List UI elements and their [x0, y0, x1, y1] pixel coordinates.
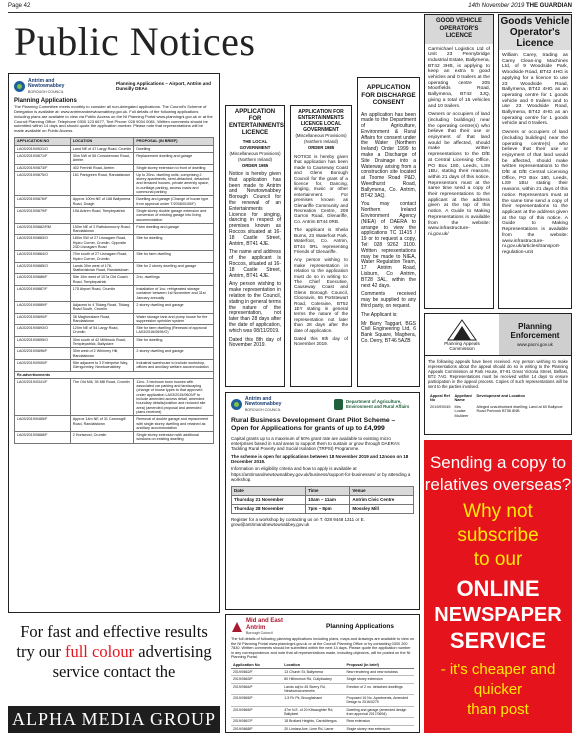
location-cell: 30m west of 2 Whinney Hill, Randalstown: [70, 348, 134, 360]
discharge-consent-notice: APPLICATION FOR DISCHARGE CONSENT An application has been made to the Department of Agriculture, Environment & Rural Affairs for consent under the Water (Northern Ireland) Order 1999 to make a Discharge of Site Drainage into a Waterway arising from a construction site located at Toome Road P&D, Weedhurst Road, Ballymena, Co. Antrim, BT42 3AQ. You may contact Northern Ireland Environment Agency (NIEA) of DAERA to arrange to view the applications TC 11415 / 19 or to request a copy, Tel: 028 9262 3100. Written representations may be made to NIEA, Water Regulation Team, 17 Antrim Road, Lisburn, Co Antrim, BT28 3AL, within the next 42 days. Comments received may be supplied to any third party, on request. The Applicant is: Mr Barry Taggart, BGS Civil Engineering Ltd, 6 Bank Square, Maghera, Co. Derry, BT46 5AZB: [357, 77, 420, 387]
notice-title: Planning Applications: [325, 623, 394, 630]
notice-title: Goods Vehicle Operator's Licence: [500, 16, 570, 49]
location-cell: 120m NE of 54 Largy Road, Crumlin: [70, 325, 134, 337]
proposal-cell: Dwelling and garage (Change of house type from approval under T/2008/0105/F): [134, 196, 214, 208]
table-row: [15, 301, 214, 313]
daera-logo: Department of Agriculture, Environment and Rural Affairs: [334, 399, 414, 410]
goods-vehicle-operator-licence: Goods Vehicle Operator's Licence William Carey, trading as Carey Clean-ing Machines Ltd, of 9 Woodside Park, Woodside Road, BT42 4HG is applying for a licence to use 23 Woodside Road, Ballymena, BT42 4HG as an operating centre for 1 goods vehicle and 0 trailers and to use 23 Woodside Road, Ballymena, BT42 4HG as an operating centre for 1 goods vehicle and 0 trailers. Owners or occupiers of land (including buildings) near the operating centre(s) who believe that their use or enjoyment of that land would be affected, should make written representations to the DfE at DfE Central Licensing Office, PO Box 180, Leeds, LS9 1BU stating their reasons, within 21 days of this notice. Representors must at the same time send a copy of their representations to the applicant at the address given at the top of this notice. A Guide to Making Representations is available from the website: www.infrastructure-ni.gov.uk/articles/transport-regulation-unit: [498, 14, 572, 309]
proposal-cell: 2no. dwellings: [134, 274, 214, 286]
application-number: LA03/2019/0887/F: [15, 286, 71, 302]
page-header: [8, 2, 572, 12]
proposal-cell: 2 storey dwelling and garage: [134, 348, 214, 360]
application-number: Re-advertisements: [15, 371, 214, 378]
pac-heading: Planning Enforcement www.pacni.gov.uk: [499, 314, 571, 355]
location-cell: 19A Antrim Road, Templepatrick: [70, 207, 134, 223]
location-cell: 18 Brollard Heights, Carrickfergus: [282, 718, 344, 725]
table-row: [15, 359, 214, 371]
entertainment-licence-glenariffe: APPLICATION FOR ENTERTAINMENTS LICENCE LOCAL GOVERNMENT (Miscellaneous Provisions) (Northern Ireland) ORDER 1985 NOTICE is hereby given that application has been made to Causeway Coast and Glens Borough Council for the grant of a licence for, Dancing, singing, music or other entertainment. For premises known as Glenariffe Community and Recreation Centre, 208 Garron Road, Glenariffe, Co. Antrim BT44 0RB. The applicant is Sheila Burns, 23 Waterfoot Park, Waterfoot, Co. Antrim, BT44 0RL representing Friends of Glenariffe. Any person wishing to make representation in relation to the application must do so in writing to: The Chief Executive, Causeway Coast and Glens Borough Council, Cloonavin, 66 Portstewart Road, Coleraine, BT52 1EY stating in general terms the nature of the representation not later than 28 days after the date of application. Dated this 8th day of November 2019.: [290, 105, 352, 387]
page-title: Public Notices: [14, 19, 256, 64]
location-cell: Approx 100m NE of 168 Ballymena Road, Doagh: [70, 196, 134, 208]
location-cell: 13 Church St, Ballymena: [282, 668, 344, 675]
location-cell: Lands adj to 45 Skerry Rd, Newtowncrommelin: [282, 683, 344, 695]
appeals-table: Appeal Ref No Appellant Name Development and Location 2019/E0045 Mrs Louise McAleer Alleged unauthorised dwelling; Land at 60 Ballynoe Road Portrush BT56 8NB: [428, 393, 568, 419]
table-row: [231, 668, 414, 675]
location-cell: Approx 14m NE of 31 Carrowgill Road, Randalstown: [70, 416, 134, 432]
proposal-cell: Dwelling: [134, 145, 214, 152]
location-cell: Lands 30m west of 178, Staffordstown Road, Randalstown: [70, 262, 134, 274]
proposal-cell: Dwelling and garage (amended design from approval 2017/0694): [344, 706, 414, 718]
table-row: [15, 371, 214, 378]
location-cell: 30m NW of 56 Crosskennan Road, Antrim: [70, 152, 134, 164]
mea-logo: Mid and East Antrim Borough Council: [231, 618, 283, 635]
application-number: 2019/0668/F: [231, 725, 282, 732]
table-row: [15, 164, 214, 171]
table-row: [15, 336, 214, 348]
table-row: [15, 171, 214, 195]
location-cell: 30m south of 42 Millbrook Road, Templepatrick, Ballyclare: [70, 336, 134, 348]
header-rule: [8, 12, 572, 13]
notice-title: APPLICATION FOR ENTERTAINMENTS LICENCE: [229, 109, 284, 136]
council-logo-icon: [14, 81, 25, 92]
proposal-cell: Installation of 1no. refrigerated storage container between 1st November and 31st January annually: [134, 286, 214, 302]
location-cell: 2 Hortwood, Crumlin: [70, 432, 134, 444]
notice-title: Rural Business Development Grant Pilot Scheme – Open for Applications for grants of up to £4,999: [231, 416, 396, 432]
application-number: LA03/2019/0886/F: [15, 274, 71, 286]
notice-title: GOOD VEHICLE OPERATOR'S LICENCE: [425, 15, 493, 44]
proposal-cell: Site for farm dwelling: [134, 251, 214, 263]
application-number: LA03/2019/0900/F: [15, 359, 71, 371]
location-cell: 180m SW of 27 Lisnagarn Road, Hydro Corner, Crumlin. Opposite 24D Lisnagarn Road: [70, 235, 134, 251]
table-row: [15, 207, 214, 223]
proposal-cell: 2 storey dwelling and garage: [134, 301, 214, 313]
table-row: Thursday 21 November 10am – 11am Antrim Civic Centre: [232, 496, 414, 505]
proposal-cell: Farm dwelling and garage: [134, 223, 214, 235]
proposal-cell: New rendering and new windows: [344, 668, 414, 675]
issue-date: 14th November 2019 THE GUARDIAN: [468, 3, 572, 9]
table-row: Thursday 28 November 7pm – 8pm Mossley Mill: [232, 505, 414, 514]
mea-logo-icon: [231, 621, 243, 633]
notice-title: APPLICATION FOR DISCHARGE CONSENT: [361, 84, 416, 106]
table-row: [15, 251, 214, 263]
application-number: LA03/2019/0876/F: [15, 196, 71, 208]
proposal-cell: Site for dwelling: [134, 235, 214, 251]
table-row: [15, 325, 214, 337]
online-newspaper-ad[interactable]: Sending a copy to relatives overseas? Why not subscribe to our ONLINE NEWSPAPER SERVICE - it's cheaper and quicker than post: [424, 440, 572, 733]
application-number: LA03/2019/0883/O: [15, 235, 71, 251]
application-number: 2019/0665/F: [231, 695, 282, 707]
planning-table: [14, 137, 214, 443]
proposal-cell: Site for 2 storey dwelling and garage: [134, 262, 214, 274]
alpha-media-bar: ALPHA MEDIA GROUP: [8, 706, 220, 733]
table-row: [15, 223, 214, 235]
proposal-cell: Single storey extension to front of dwelling: [134, 164, 214, 171]
location-cell: Site 10m west of 107a Old Coach Road, Templepatrick: [70, 274, 134, 286]
table-row: [231, 695, 414, 707]
mid-east-antrim-planning-notice: Mid and East Antrim Borough Council Planning Applications The full details of following planning applications including plans, maps and drawings are available to view on the NI Planning Portal www.planningni.gov.uk or at the Council Planning Office or by contacting 0300 200 7830. Written comments should be submitted within the next 14 days. Please quote the application number in any correspondence and note that all representations made, including objectors, will be posted on the NI Planning Portal. Application No Location Proposal (in brief) 2019/0662/F 13 Church St, Ballymena New rendering and new windows 2019/0663/F 80 Hillmorrow Rd, Cullybackey Single storey extension 2019/0664/F Lands adj to 45 Skerry Rd, Newtowncrommelin Erection of 2 no. detached dwellings 2019/0665/F 1-5 Fir Pk, Broughshane Proposed 16 No. Apartments, Amended Design to 2016/0279 2019/0665/F 37m N.E. of 20 Kilwaughter Rd, Ballykeel Dwelling and garage (amended design from approval 2017/0694) 2019/0667/F 18 Brollard Heights, Carrickfergus Rear extension 2019/0668/F 20 Lindara Ave, Lime Rd, Larne Single storey rear extension: [225, 614, 420, 733]
proposal-cell: Single storey extension with additional windows on existing dwelling: [134, 432, 214, 444]
location-cell: Adjacent to 4 Tildarg Road, Tildarg Road South, Crumlin: [70, 301, 134, 313]
application-number: LA03/2019/0531/O: [15, 145, 71, 152]
proposal-cell: Single storey double garage extension and conversion of existing garage into living accommodation: [134, 207, 214, 223]
application-number: LA03/2019/0868/F: [15, 432, 71, 444]
table-row: [15, 286, 214, 302]
application-number: 2019/0663/F: [231, 676, 282, 683]
proposal-cell: Water storage tank and pump house for fire suppression sprinkler system: [134, 313, 214, 325]
council-logo-icon: [231, 399, 242, 410]
table-row: [231, 725, 414, 732]
col-location: LOCATION: [70, 138, 134, 145]
notice-title: APPLICATION FOR ENTERTAINMENTS LICENCE LOCAL GOVERNMENT: [298, 109, 344, 133]
daera-logo-icon: [334, 399, 343, 410]
table-row: [15, 145, 214, 152]
application-number: LA03/2019/0893/O: [15, 325, 71, 337]
application-number: LA03/2019/0341/F: [15, 378, 71, 415]
table-row: [15, 432, 214, 444]
ad-line-2: try our full colour advertising: [16, 642, 212, 661]
application-number: LA03/2019/0873/F: [15, 164, 71, 171]
council-logo: Antrim and Newtownabbey BOROUGH COUNCIL: [231, 397, 281, 412]
table-row: [231, 718, 414, 725]
council-logo: Antrim and Newtownabbey BOROUGH COUNCIL: [14, 79, 64, 94]
proposal-cell: Removal of double garage and replacement with single storey dwelling and retained as ancillary accommodation: [134, 416, 214, 432]
location-cell: 175 Airport Road, Crumlin: [70, 286, 134, 302]
section-title: Planning Applications: [14, 97, 77, 104]
application-number: 2019/0664/F: [231, 683, 282, 695]
table-row: [15, 348, 214, 360]
proposal-cell: Industrial warehouse to include workshop, offices and ancillary welfare accommodation: [134, 359, 214, 371]
application-number: LA03/2019/0875/O: [15, 171, 71, 195]
col-application-no: APPLICATION NO: [15, 138, 71, 145]
col-proposal: PROPOSAL (IN BRIEF): [134, 138, 214, 145]
ad-line-1: For fast and effective results: [20, 622, 208, 641]
proposal-cell: Replacement dwelling and garage: [134, 152, 214, 164]
alpha-media-ad: [8, 618, 220, 733]
proposal-cell: Up to 20no. dwelling units, comprising 2 storey apartments, semi-detached, detached and terraced houses, private amenity space, in-curtilage parking, access roads and communal parking: [134, 171, 214, 195]
location-cell: Land NE of 47 Largy Road, Crumlin: [70, 145, 134, 152]
application-number: LA03/2019/0879/F: [15, 207, 71, 223]
rural-business-grant-notice: Antrim and Newtownabbey BOROUGH COUNCIL Department of Agriculture, Environment and Rural Affairs Rural Business Development Grant Pilot Scheme – Open for Applications for grants of up to £4,999 Capital grants up to a maximum of 50% grant rate are available to existing micro enterprises based in rural areas to support them to sustain or grow through DAERA’s Tackling Rural Poverty and Social Isolation (TRPSI) Programme. The scheme is open for applications between 18 November 2019 and 12noon on 18 December 2019. Information on eligibility criteria and how to apply is available at https://antrimandnewtownabbey.gov.uk/business/support-for-businesses/ or by attending a workshop. Date Time Venue Thursday 21 November 10am – 11am Antrim Civic Centre Thursday 28 November 7pm – 8pm Mossley Mill Register for a workshop by contacting us on T. 028 9448 1311 or E. grow@antrimandnewtownabbey.gov.uk: [225, 392, 420, 610]
location-cell: The Old Mill, 35 Mill Road, Crumlin: [70, 378, 134, 415]
planning-intro: The Planning Committee meets monthly to consider all non-delegated applications. The Council’s Scheme of Delegation is available at: www.antrimandnewtownabbey.gov.uk. Full details of the following applications including plans are available to view via Public Access on the NI Planning Portal www.planningni.gov.uk or at the Council Planning Office, Telephone 0300 123 6677, Text Phone: 028 9034 0081. Written comments should be submitted within 14 days and should quote the application number. Please note that representations will be made available on Public Access.: [14, 103, 213, 134]
location-cell: 80 Hillmorrow Rd, Cullybackey: [282, 676, 344, 683]
proposal-cell: Single storey extension: [344, 676, 414, 683]
proposal-cell: Erection of 2 no. detached dwellings: [344, 683, 414, 695]
proposal-cell: Site for farm dwelling (Renewal of approval LA03/2016/0695/O): [134, 325, 214, 337]
table-row: [231, 676, 414, 683]
application-number: LA03/2019/0871/F: [15, 152, 71, 164]
entertainment-licence-roccos: APPLICATION FOR ENTERTAINMENTS LICENCE THE LOCAL GOVERNMENT (Miscellaneous Provisions) (Northern Ireland) ORDER 1985 Notice is hereby given that application has been made to Antrim and Newtownabbey Borough Council for the renewal of an Entertainments Licence for singing, dancing in respect of premises known as Roccos situated at 16-18 Castle Street, Antrim, BT41 4JE. The name and address of the applicant is Roccos, situated at 16-18 Castle Street, Antrim, BT41 4JE. Any person wishing to make representation in relation to the Council, stating in general terms the nature of the representation, not later than 28 days after the date of application, which was 08/11/2019. Dated this 8th day of November 2019.: [225, 105, 285, 387]
location-cell: 37m N.E. of 20 Kilwaughter Rd, Ballykeel: [282, 706, 344, 718]
proposal-cell: Single storey rear extension: [344, 725, 414, 732]
table-row: [15, 274, 214, 286]
antrim-planning-notice: [8, 73, 220, 613]
application-number: LA03/2019/0465/F: [15, 416, 71, 432]
page-number: Page 42: [8, 3, 31, 9]
location-cell: 70m south of 27 Lisnagarn Road, Hydro Corner, Crumlin: [70, 251, 134, 263]
good-vehicle-operator-licence: GOOD VEHICLE OPERATOR'S LICENCE Carmichael Logistics Ltd of Unit 23 Pennybridge Industrial Estate, Ballymena, BT42 3HB, is applying to keep an extra 5 good vehicles and 0 trailers at the operating centre 205 Moorfields Road, Ballymena, BT42 3JQ, giving a total of 15 vehicles and 10 trailers. Owners or occupiers of land (including buildings) near the operating centre(s) who believe that their use or enjoyment of that land would be affected, should make written representations to the DfE at Central Licensing Office, PO Box 180, Leeds, LS9 1BU, stating their reasons, within 21 days of this notice. Representors must at the same time send a copy of their representations to the applicant at the address given at the top of this notice. A Guide to Making Representations is available from the website: www.infrastructure-ni.gov.uk/: [424, 14, 494, 309]
notice-heading: Planning Applications – Airport, Antrim and Dunsilly DEAs: [116, 81, 211, 92]
location-cell: 161 Parkgreen Road, Randalstown: [70, 171, 134, 195]
application-number: 2019/0667/F: [231, 718, 282, 725]
location-cell: 36 Magheralane Road, Randalstown: [70, 313, 134, 325]
application-number: 2019/0665/F: [231, 706, 282, 718]
application-number: LA03/2019/0895/O: [15, 336, 71, 348]
workshop-table: Date Time Venue Thursday 21 November 10am – 11am Antrim Civic Centre Thursday 28 November 7pm – 8pm Mossley Mill: [231, 486, 414, 514]
table-row: 2019/E0045 Mrs Louise McAleer Alleged unauthorised dwelling; Land at 60 Ballynoe Road Portrush BT56 8NB: [430, 404, 563, 418]
table-row: [15, 152, 214, 164]
table-row: [231, 706, 414, 718]
location-cell: Site adjacent to 3 Enterprise Way, Glengormley, Newtownabbey: [70, 359, 134, 371]
application-number: LA03/2019/0889/F: [15, 301, 71, 313]
proposal-cell: 11no. 3 bedroom town houses with associated car parking and landscaping (change of house types to that approved under application LA03/2015/0603/F to include amended access detail, amended boundary details/position and reduced site area) (amended proposal and amended plans received): [134, 378, 214, 415]
table-row: [15, 262, 214, 274]
table-row: [15, 196, 214, 208]
proposal-cell: Site for dwelling: [134, 336, 214, 348]
location-cell: 150m NE of 2 Rathdunmurry Road, Randalstown: [70, 223, 134, 235]
table-row: [231, 683, 414, 695]
table-row: [15, 416, 214, 432]
application-number: LA03/2019/0890/F: [15, 313, 71, 325]
proposal-cell: Rear extension: [344, 718, 414, 725]
table-row: [15, 235, 214, 251]
ad-line-3: service contact the: [52, 662, 176, 681]
location-cell: 1-5 Fir Pk, Broughshane: [282, 695, 344, 707]
application-number: LA03/2019/0885/O: [15, 262, 71, 274]
location-cell: 402 Fernhill Road, Antrim: [70, 164, 134, 171]
pac-logo: Planning Appeals Commission: [425, 314, 499, 355]
application-number: LA03/2019/0884/O: [15, 251, 71, 263]
table-row: [15, 313, 214, 325]
location-cell: 20 Lindara Ave, Lime Rd, Larne: [282, 725, 344, 732]
application-number: LA03/2019/0896/F: [15, 348, 71, 360]
application-number: LA03/2019/0882/RM: [15, 223, 71, 235]
planning-appeals-notice: Planning Appeals Commission Planning Enforcement www.pacni.gov.uk The following appeals have been received. Any person wishing to make representations about the appeal should do so in writing to the Planning Appeals Commission at Park House, 87-91 Great Victoria Street, Belfast, BT2 7AG. Representations must be received within 14 days to ensure participation in the appeal process. Copies of such representations will be sent to the parties involved. Appeal Ref No Appellant Name Development and Location 2019/E0045 Mrs Louise McAleer Alleged unauthorised dwelling; Land at 60 Ballynoe Road Portrush BT56 8NB: [424, 313, 572, 435]
application-number: 2019/0662/F: [231, 668, 282, 675]
table-row: [15, 378, 214, 415]
pac-logo-icon: [447, 319, 477, 341]
proposal-cell: Proposed 16 No. Apartments, Amended Design to 2016/0279: [344, 695, 414, 707]
planning-table: Application No Location Proposal (in brief) 2019/0662/F 13 Church St, Ballymena New rendering and new windows 2019/0663/F 80 Hillmorrow Rd, Cullybackey Single storey extension 2019/0664/F Lands adj to 45 Skerry Rd, Newtowncrommelin Erection of 2 no. detached dwellings 2019/0665/F 1-5 Fir Pk, Broughshane Proposed 16 No. Apartments, Amended Design to 2016/0279 2019/0665/F 37m N.E. of 20 Kilwaughter Rd, Ballykeel Dwelling and garage (amended design from approval 2017/0694) 2019/0667/F 18 Brollard Heights, Carrickfergus Rear extension 2019/0668/F 20 Lindara Ave, Lime Rd, Larne Single storey rear extension: [231, 662, 414, 733]
